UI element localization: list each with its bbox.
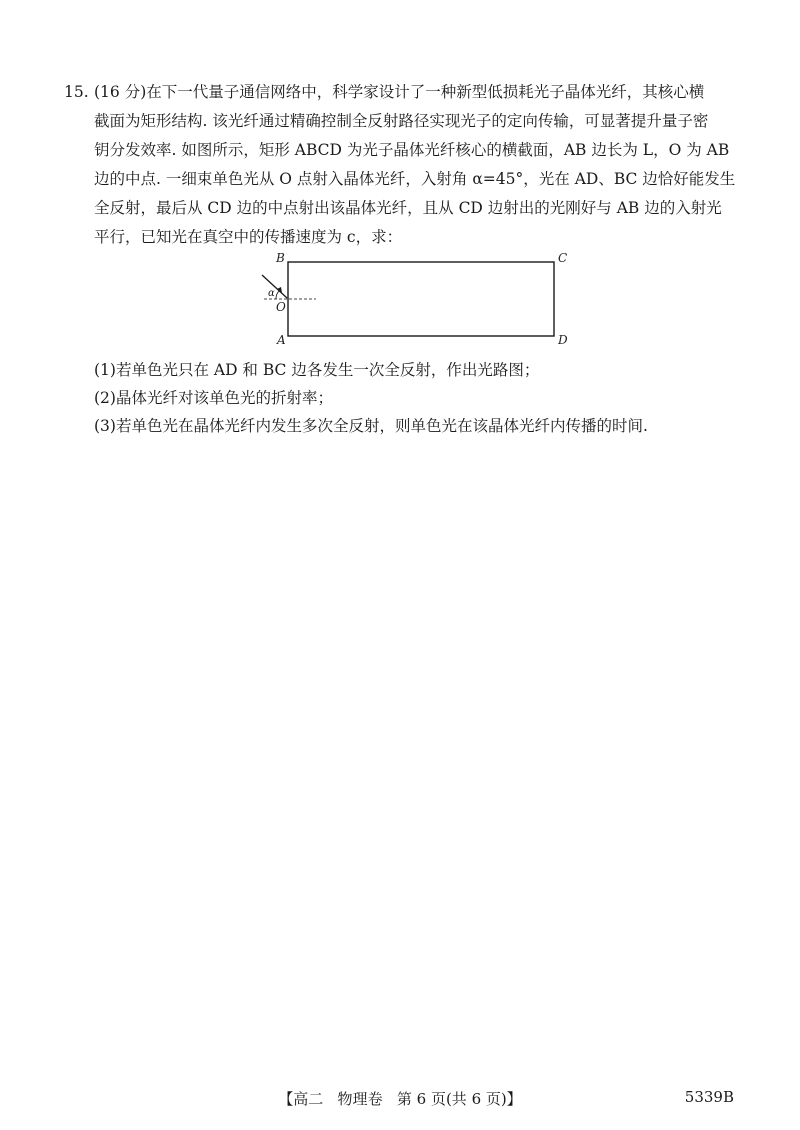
fiber-cross-section-diagram [252,250,582,346]
label-d: D [558,333,568,346]
question-15 [64,78,746,252]
question-text-line-4: 边的中点. 一细束单色光从 O 点射入晶体光纤，入射角 α=45°，光在 AD、BC 边恰好能发生 [94,170,736,188]
label-a: A [277,333,286,346]
question-text-line-6: 平行，已知光在真空中的传播速度为 c，求： [94,228,403,246]
question-text-line-5: 全反射，最后从 CD 边的中点射出该晶体光纤，且从 CD 边射出的光刚好与 AB 边的入射光 [94,199,722,217]
rectangle-abcd [288,262,554,336]
page-footer [0,1088,800,1118]
sub-question-1: (1)若单色光只在 AD 和 BC 边各发生一次全反射，作出光路图； [94,361,540,379]
diagram-svg [252,250,582,346]
question-text-line-3: 钥分发效率. 如图所示，矩形 ABCD 为光子晶体光纤核心的横截面，AB 边长为 L，O 为 AB [94,141,730,159]
label-alpha: α [268,288,275,299]
question-text-line-1: (16 分)在下一代量子通信网络中，科学家设计了一种新型低损耗光子晶体光纤，其核心横 [94,83,705,101]
footer-exam-code: 5339B [684,1088,734,1106]
angle-arc [276,291,279,299]
footer-page-info: 【高二 物理卷 第 6 页(共 6 页)】 [278,1090,522,1108]
label-c: C [558,251,568,265]
label-o: O [276,300,286,314]
question-first-line [64,78,746,107]
sub-question-3: (3)若单色光在晶体光纤内发生多次全反射，则单色光在该晶体光纤内传播的时间. [94,417,648,435]
question-text-line-2: 截面为矩形结构. 该光纤通过精确控制全反射路径实现光子的定向传输，可显著提升量子密 [94,112,709,130]
question-number: 15. [64,83,89,101]
sub-question-2: (2)晶体光纤对该单色光的折射率； [94,389,333,407]
label-b: B [276,251,285,265]
sub-questions [94,356,754,440]
